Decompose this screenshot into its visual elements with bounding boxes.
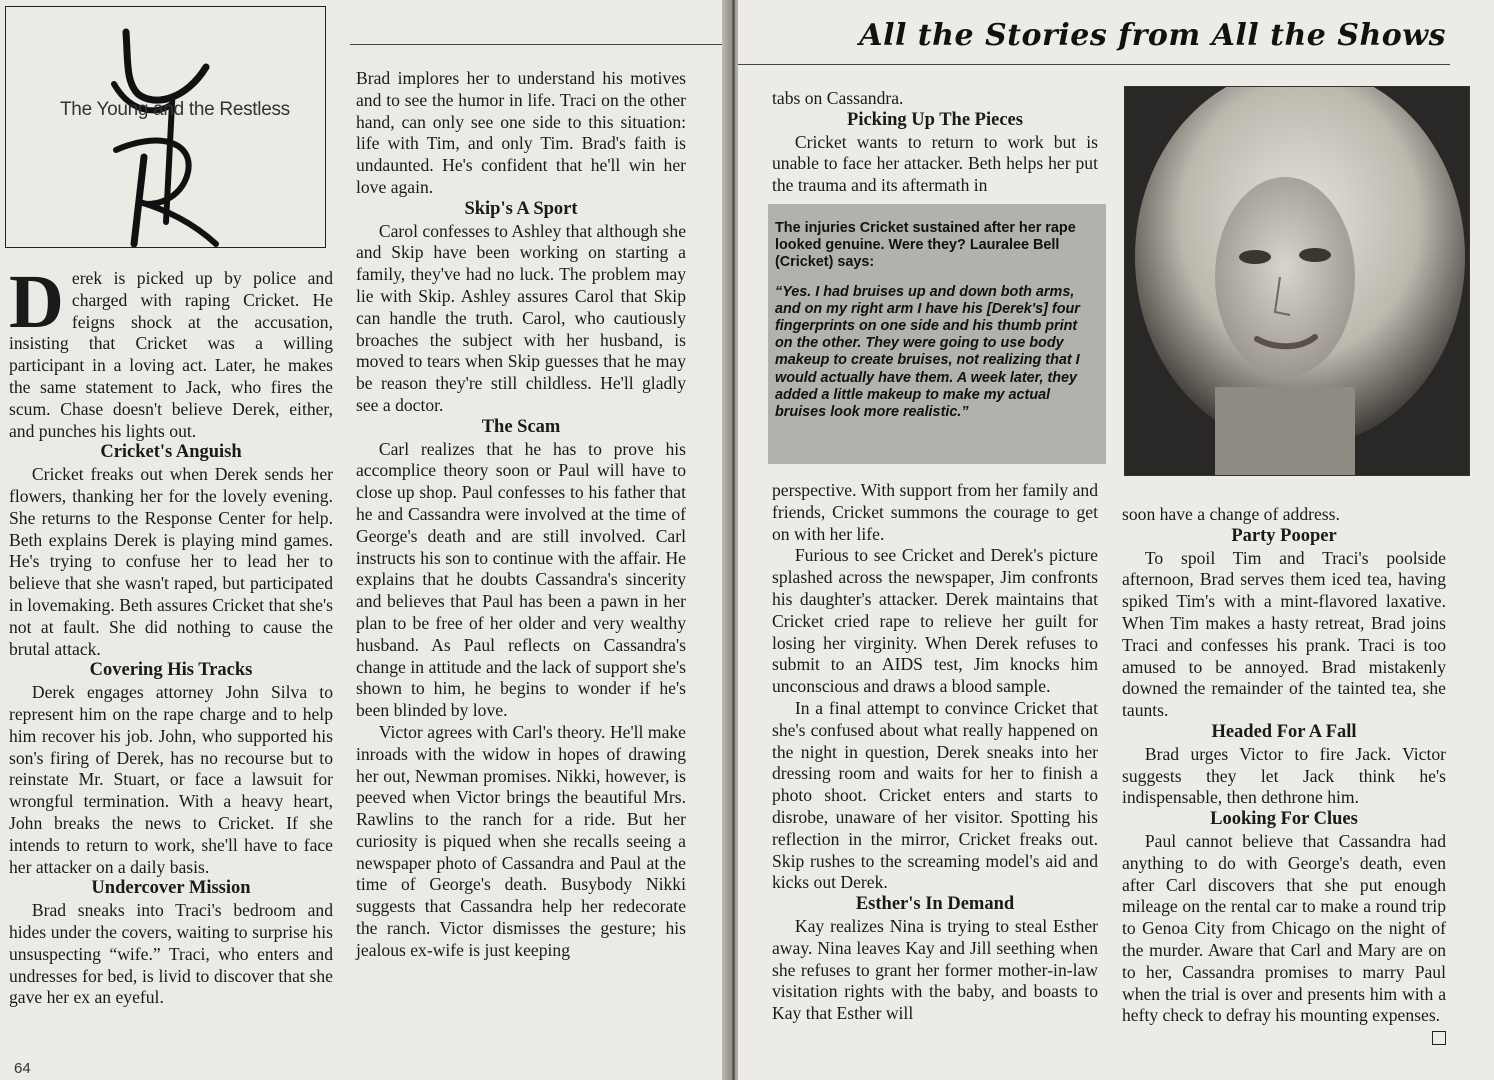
paragraph: Kay realizes Nina is trying to steal Esther away. Nina leaves Kay and Jill seething when she refuses to grant her former mother-in-law visitation rights with the baby, and boasts to Kay that Esther will (772, 915, 1098, 1024)
page-number: 64 (14, 1060, 31, 1077)
section-heading: Esther's In Demand (855, 894, 1015, 915)
column-4 (1122, 504, 1446, 1045)
top-rule (350, 44, 722, 45)
paragraph: Furious to see Cricket and Derek's picture splashed across the newspaper, Jim confronts his daughter's attacker. Derek maintains that Cricket cried rape to relieve her guilt for losing her virginity. When Derek refuses to submit to an AIDS test, Jim knocks him unconscious and draws a blood sample. (772, 545, 1098, 697)
paragraph (1122, 831, 1446, 1027)
section-heading: Cricket's Anguish (100, 442, 242, 463)
paragraph: Carl realizes that he has to prove his accomplice theory soon or Paul will have to close up shop. Paul confesses to his father that he and Cassandra were involved at the time of George's death and are still involved. Carl instructs his son to continue with the affair. He explains that he doubts Cassandra's sincerity and believes that Paul has been a pawn in her plan to be free of her older and very wealthy husband. As Paul reflects on Cassandra's change in attitude and the lack of support she's shown to him, he begins to wonder if he's been blinded by love. (356, 438, 686, 721)
cricket-portrait-photo (1124, 86, 1470, 476)
portrait-illustration (1125, 87, 1470, 476)
paragraph-text: Paul cannot believe that Cassandra had anything to do with George's death, even after Carl discovers that she put enough mileage on the rental car to make a round trip to Genoa City from Chicago on the night of the murder. Aware that Carl and Mary are on to her, Cassandra promises to marry Paul when the trial is over and presents him with a hefty check to defray his mounting expenses. (1122, 830, 1446, 1026)
section-heading: Skip's A Sport (464, 198, 578, 219)
section-heading: Looking For Clues (1210, 809, 1358, 830)
section-heading: Headed For A Fall (1211, 721, 1357, 742)
paragraph: tabs on Cassandra. (772, 88, 904, 108)
left-page (0, 0, 728, 1080)
paragraph: perspective. With support from her family and friends, Cricket summons the courage to get on with her life. (772, 480, 1098, 544)
section-heading: The Scam (481, 416, 561, 437)
end-mark-icon (1432, 1031, 1446, 1045)
column-2 (356, 68, 686, 962)
article-intro (9, 260, 333, 442)
section-heading: Covering His Tracks (89, 660, 253, 681)
paragraph: Brad sneaks into Traci's bedroom and hides under the covers, waiting to surprise his unsuspecting “wife.” Traci, who enters and undresses for bed, is livid to discover that she gave her ex an eyeful. (9, 900, 333, 1008)
sidebar-quote-box (768, 204, 1106, 464)
paragraph: Brad implores her to understand his motives and to see the humor in life. Traci on the other hand, can only see one side to this situation: life with Tim, and only Tim. Brad's faith is undaunted. He's confident that he'll win her love again. (356, 68, 686, 197)
yr-logo-icon (96, 22, 236, 247)
running-head: All the Stories from All the Shows (859, 18, 1446, 53)
column-1 (9, 260, 333, 1009)
show-logo-box (5, 6, 326, 248)
header-rule (738, 64, 1450, 65)
column-3-bottom (772, 480, 1098, 1025)
paragraph: Brad urges Victor to fire Jack. Victor suggests they let Jack think he's indispensable, then dethrone him. (1122, 743, 1446, 808)
drop-cap: D (9, 260, 64, 344)
paragraph: Derek engages attorney John Silva to represent him on the rape charge and to help him recover his job. John, who supported his son's firing of Derek, has no recourse but to reinstate Mr. Stuart, or face a lawsuit for wrongful termination. With a heavy heart, John breaks the news to Cricket. If she intends to return to work, she'll have to face her attacker on a daily basis. (9, 682, 333, 877)
paragraph: Cricket freaks out when Derek sends her flowers, thanking her for the lovely evening. She returns to the Response Center for help. Beth explains Derek is playing mind games. He's trying to confuse her to lead her to believe that she wasn't raped, but participated in lovemaking. Beth assures Cricket that she's not at fault. She did nothing to cause the brutal attack. (9, 464, 333, 659)
show-title: The Young and the Restless (60, 99, 290, 120)
section-heading: Party Pooper (1231, 525, 1337, 546)
column-3-top (772, 88, 1098, 197)
right-page (738, 0, 1494, 1080)
paragraph: Cricket wants to return to work but is unable to face her attacker. Beth helps her put the trauma and its aftermath in (772, 131, 1098, 196)
paragraph: In a final attempt to convince Cricket that she's confused about what really happened on the night in question, Derek sneaks into her dressing room and waits for her to finish a photo shoot. Cricket enters and starts to disrobe, unaware of her visitor. Spotting his reflection in the mirror, Cricket freaks out. Skip rushes to the screaming model's aid and kicks out Derek. (772, 697, 1098, 893)
paragraph: Carol confesses to Ashley that although she and Skip have been working on starting a family, they've had no luck. The problem may lie with Skip. Ashley assures Carol that Skip can handle the truth. Carol, who cautiously broaches the subject with her husband, is moved to tears when Skip guesses that he may be reason they're still childless. He'll gladly see a doctor. (356, 220, 686, 415)
section-heading: Undercover Mission (91, 878, 251, 899)
quote-answer: “Yes. I had bruises up and down both arms, and on my right arm I have his [Derek's] four fingerprints on one side and his thumb print on the other. They were going to use body makeup to create bruises, not realizing that I would actually have them. A week later, they added a little makeup to make my actual bruises look more realistic.” (775, 283, 1080, 421)
paragraph: To spoil Tim and Traci's poolside afternoon, Brad serves them iced tea, having spiked Tim's with a mint-flavored laxative. When Tim makes a hasty retreat, Brad joins Traci and confesses his prank. Traci is too amused to be annoyed. Brad mistakenly downed the remainder of the tainted tea, she taunts. (1122, 547, 1446, 721)
section-heading: Picking Up The Pieces (847, 109, 1023, 130)
paragraph: Victor agrees with Carl's theory. He'll make inroads with the widow in hopes of drawing her out, Newman promises. Nikki, however, is peeved when Victor brings the beautiful Mrs. Rawlins to the ranch for a ride. But her curiosity is piqued when she recalls seeing a newspaper photo of Cassandra and Paul at the time of George's death. Busybody Nikki suggests that Cassandra help her redecorate the ranch. Victor dismisses the gesture; his jealous ex-wife is just keeping (356, 721, 686, 960)
intro-text: erek is picked up by police and charged with raping Cricket. He feigns shock at the accusation, insisting that Cricket was a willing participant in a loving act. Later, he makes the same statement to Jack, who fires the scum. Chase doesn't believe Derek, either, and punches his lights out. (9, 268, 333, 441)
quote-question: The injuries Cricket sustained after her rape looked genuine. Were they? Lauralee Bell (Cricket) says: (775, 220, 1076, 271)
paragraph: soon have a change of address. (1122, 504, 1340, 524)
